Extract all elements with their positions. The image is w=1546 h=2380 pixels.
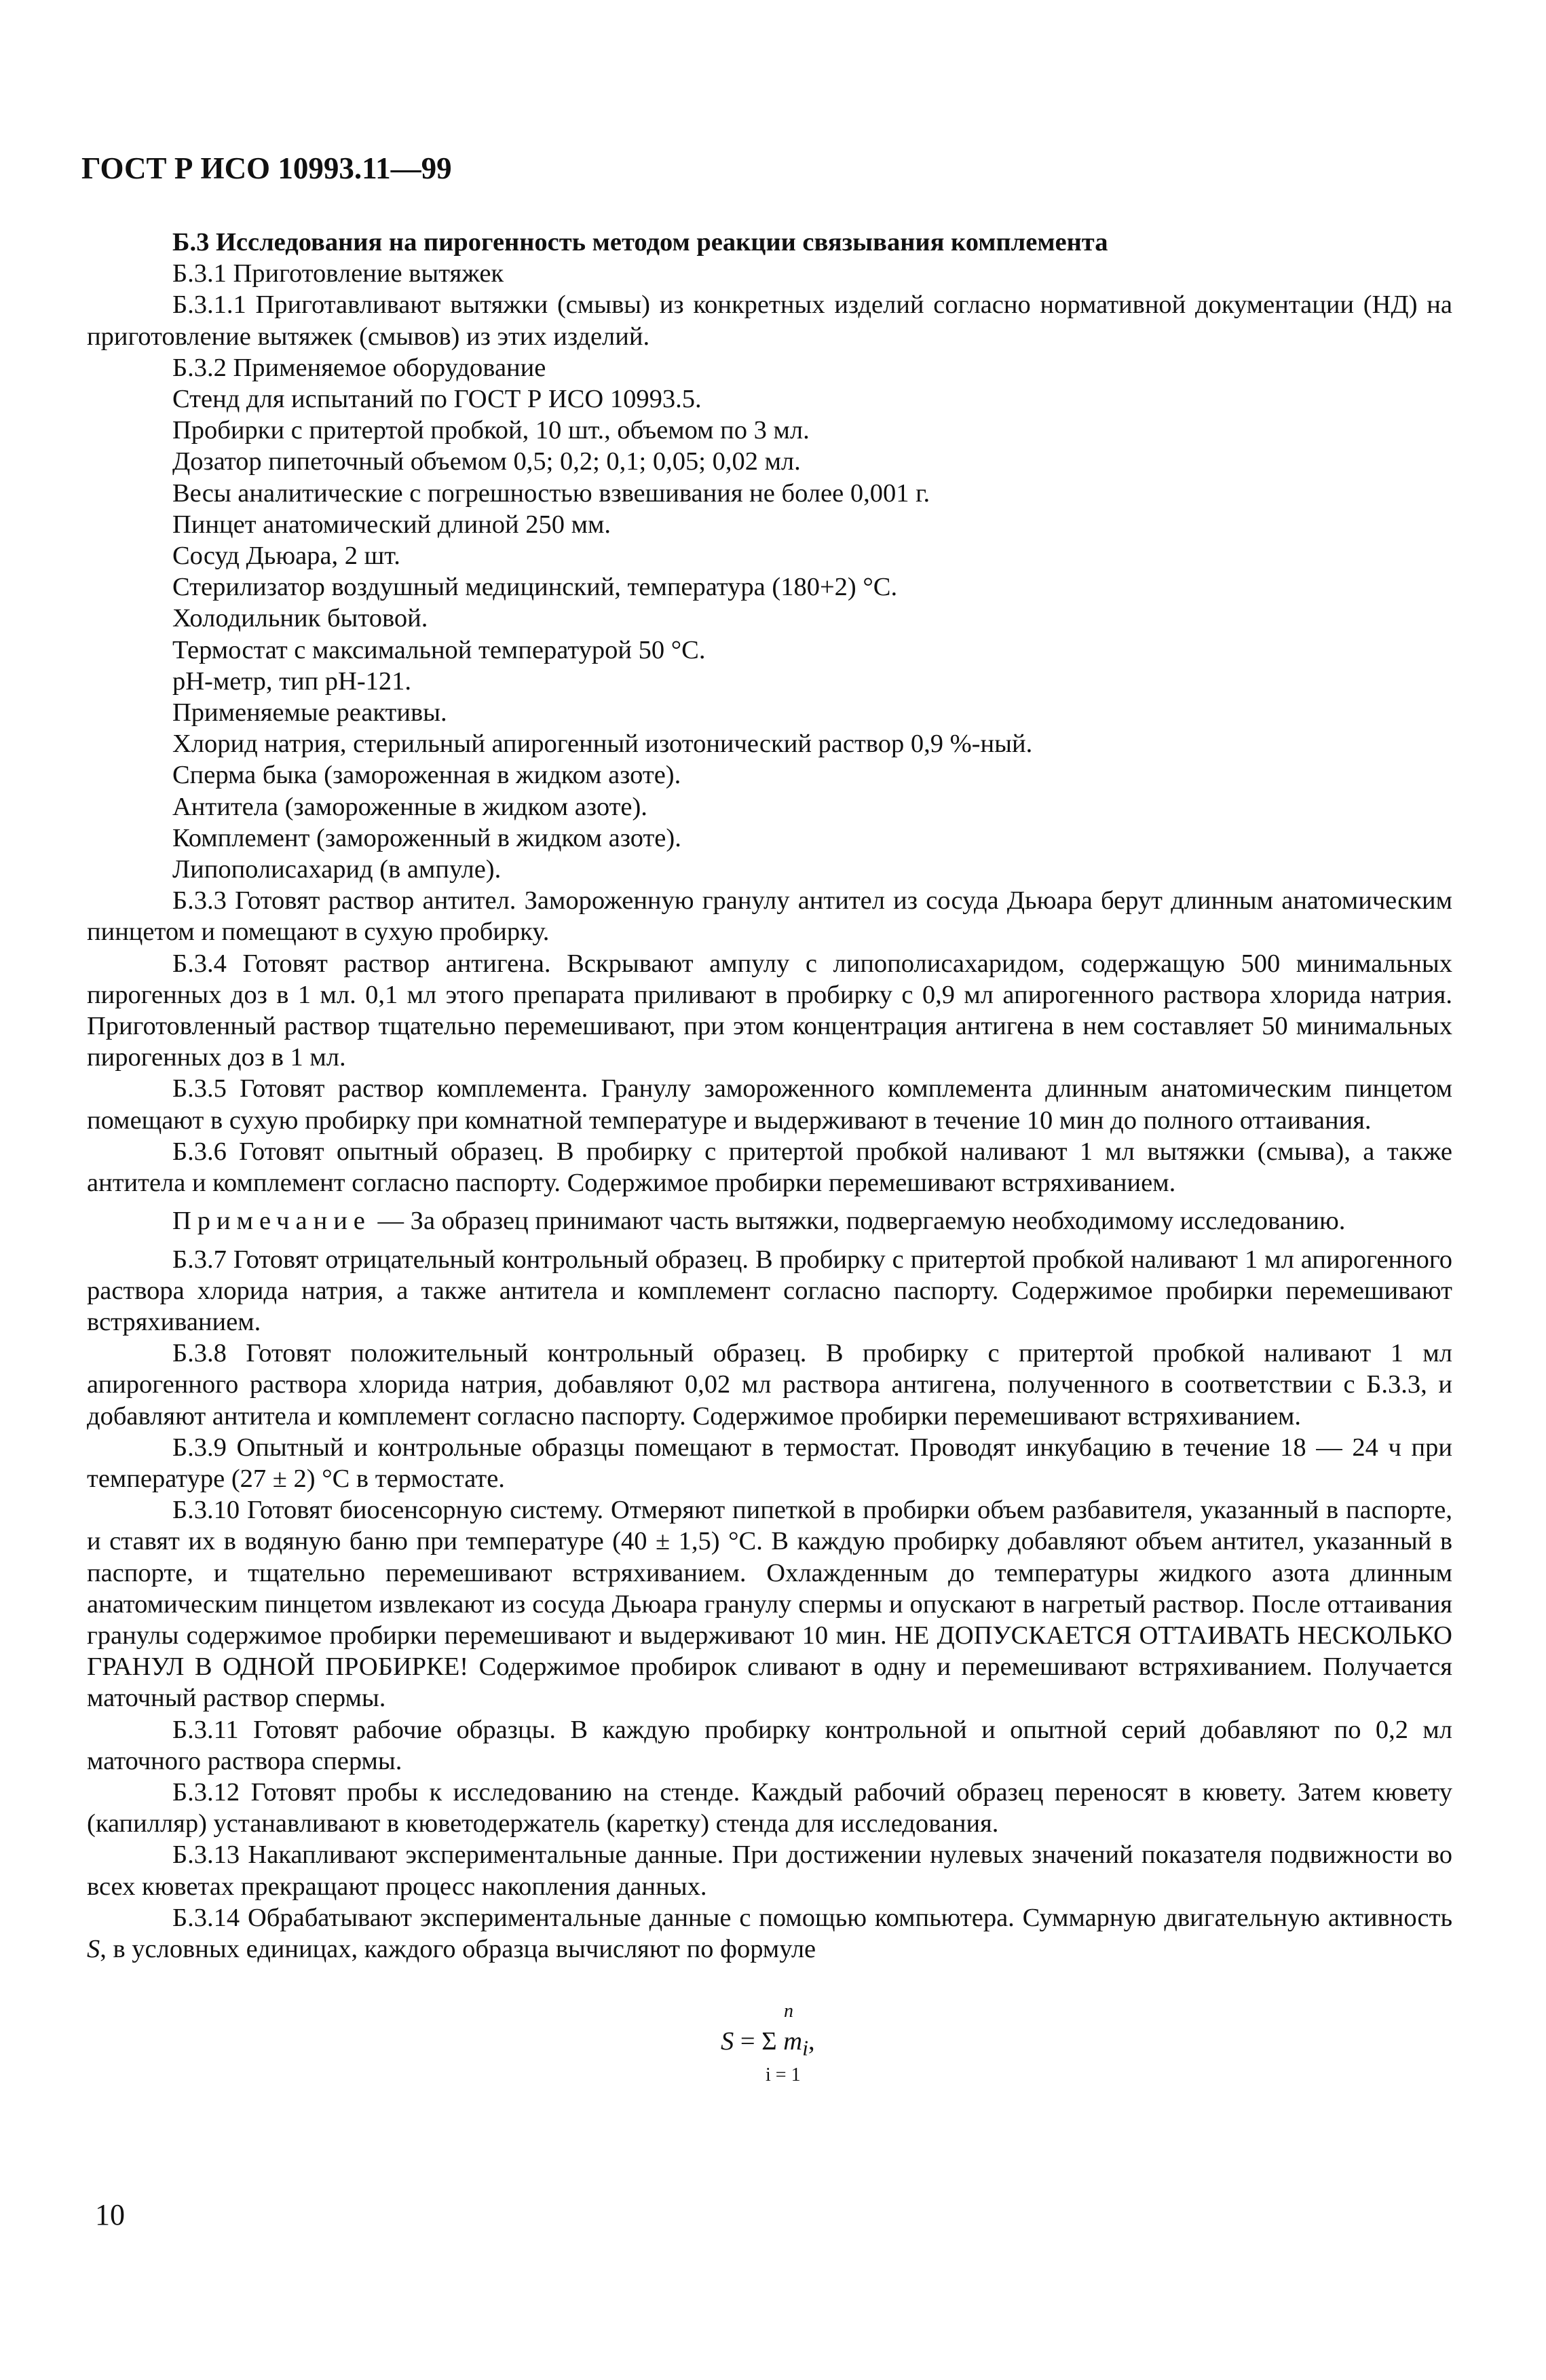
- paragraph-lead: Б.3.14 Обрабатывают экспериментальные данные с помощью компьютера. Суммарную двигательную активность: [172, 1903, 1452, 1932]
- equipment-item: Сосуд Дьюара, 2 шт.: [172, 542, 400, 571]
- paragraph: Б.3.9 Опытный и контрольные образцы помещают в термостат. Проводят инкубацию в течение 18 — 24 ч при температуре (27 ± 2) °С в термостате.: [87, 1433, 1452, 1493]
- paragraph: [87, 1902, 1452, 1965]
- equipment-item: Холодильник бытовой.: [172, 604, 428, 633]
- paragraph: Б.3.11 Готовят рабочие образцы. В каждую пробирку контрольной и опытной серий добавляют по 0,2 мл маточного раствора спермы.: [87, 1715, 1452, 1775]
- standard-header: ГОСТ Р ИСО 10993.11—99: [81, 151, 452, 185]
- note-label: Примечание: [172, 1207, 371, 1236]
- paragraph: Б.3.10 Готовят биосенсорную систему. Отмеряют пипеткой в пробирки объем разбавителя, указанный в паспорте, и ставят их в водяную баню при температуре (40 ± 1,5) °С. В каждую пробирку добавляют объем антител, указанный в паспорте, и тщательно перемешивают встряхиванием. Охлажденным до температуры жидкого азота длинным анатомическим пинцетом извлекают из сосуда Дьюара гранулу спермы и опускают в нагретый раствор. После оттаивания гранулы содержимое пробирки перемешивают и выдерживают 10 мин. НЕ ДОПУСКАЕТСЯ ОТТАИВАТЬ НЕСКОЛЬКО ГРАНУЛ В ОДНОЙ ПРОБИРКЕ! Содержимое пробирок сливают в одну и перемешивают встряхиванием. Получается маточный раствор спермы.: [87, 1496, 1452, 1713]
- formula-main: [721, 2026, 815, 2061]
- paragraph: Б.3.1.1 Приготавливают вытяжки (смывы) из конкретных изделий согласно нормативной документации (НД) на приготовление вытяжек (смывов) из этих изделий.: [87, 290, 1452, 351]
- sum-formula: [721, 2001, 843, 2096]
- reagent-item: Хлорид натрия, стерильный апирогенный изотонический раствор 0,9 %-ный.: [172, 730, 1033, 759]
- section-title: Б.3 Исследования на пирогенность методом реакции связывания комплемента: [172, 228, 1108, 257]
- formula-comma: ,: [808, 2027, 815, 2056]
- reagent-item: Комплемент (замороженный в жидком азоте).: [172, 823, 681, 852]
- paragraph: Б.3.4 Готовят раствор антигена. Вскрывают ампулу с липополисахаридом, содержащую 500 минимальных пирогенных доз в 1 мл. 0,1 мл этого препарата приливают в пробирку с 0,9 мл апирогенного раствора хлорида натрия. Приготовленный раствор тщательно перемешивают, при этом концентрация антигена в нем составляет 50 минимальных пирогенных доз в 1 мл.: [87, 949, 1452, 1072]
- paragraph: Б.3.8 Готовят положительный контрольный образец. В пробирку с притертой пробкой наливают 1 мл апирогенного раствора хлорида натрия, добавляют 0,02 мл раствора антигена, полученного в соответствии с Б.3.3, и добавляют антитела и комплемент согласно паспорту. Содержимое пробирки перемешивают встряхиванием.: [87, 1339, 1452, 1431]
- equipment-item: Пробирки с притертой пробкой, 10 шт., объемом по 3 мл.: [172, 416, 810, 445]
- equipment-item: Пинцет анатомический длиной 250 мм.: [172, 510, 611, 539]
- formula-sum: = Σ: [734, 2027, 784, 2056]
- equipment-item: Термостат с максимальной температурой 50 °С.: [172, 635, 706, 664]
- paragraph-tail: , в условных единицах, каждого образца вычисляют по формуле: [100, 1934, 816, 1963]
- reagent-item: Сперма быка (замороженная в жидком азоте).: [172, 761, 681, 790]
- formula-term: m: [783, 2027, 803, 2056]
- formula-term-index: i: [802, 2035, 808, 2060]
- reagent-item: Антитела (замороженные в жидком азоте).: [172, 792, 647, 821]
- note: [87, 1205, 1452, 1236]
- equipment-item: Стерилизатор воздушный медицинский, температура (180+2) °С.: [172, 573, 898, 602]
- equipment-item: pH-метр, тип pH-121.: [172, 666, 412, 696]
- paragraph: Б.3.6 Готовят опытный образец. В пробирку с притертой пробкой наливают 1 мл вытяжки (смыва), а также антитела и комплемент согласно паспорту. Содержимое пробирки перемешивают встряхиванием.: [87, 1137, 1452, 1198]
- paragraph: Б.3.13 Накапливают экспериментальные данные. При достижении нулевых значений показателя подвижности во всех кюветах прекращают процесс накопления данных.: [87, 1840, 1452, 1901]
- paragraph: Б.3.1 Приготовление вытяжек: [172, 259, 504, 288]
- paragraph: Б.3.2 Применяемое оборудование: [172, 353, 546, 382]
- formula-lower-limit: i = 1: [766, 2064, 801, 2085]
- formula-lhs: S: [721, 2027, 734, 2056]
- paragraph: Б.3.12 Готовят пробы к исследованию на стенде. Каждый рабочий образец переносят в кювету. Затем кювету (капилляр) устанавливают в кюветодержатель (каретку) стенда для исследования.: [87, 1777, 1452, 1838]
- paragraph: Б.3.3 Готовят раствор антител. Замороженную гранулу антител из сосуда Дьюара берут длинным анатомическим пинцетом и помещают в сухую пробирку.: [87, 886, 1452, 947]
- equipment-item: Стенд для испытаний по ГОСТ Р ИСО 10993.5.: [172, 385, 702, 414]
- equipment-item: Весы аналитические с погрешностью взвешивания не более 0,001 г.: [172, 478, 930, 508]
- formula-upper-limit: n: [784, 2001, 793, 2022]
- page-number: 10: [95, 2198, 125, 2231]
- equipment-item: Дозатор пипеточный объемом 0,5; 0,2; 0,1; 0,05; 0,02 мл.: [172, 447, 801, 476]
- variable-s: S: [87, 1934, 100, 1963]
- reagent-item: Липополисахарид (в ампуле).: [172, 855, 502, 884]
- paragraph: Б.3.7 Готовят отрицательный контрольный образец. В пробирку с притертой пробкой наливают 1 мл апирогенного раствора хлорида натрия, а также антитела и комплемент согласно паспорту. Содержимое пробирки перемешивают встряхиванием.: [87, 1245, 1452, 1336]
- note-text: — За образец принимают часть вытяжки, подвергаемую необходимому исследованию.: [371, 1207, 1346, 1236]
- paragraph: Б.3.5 Готовят раствор комплемента. Гранулу замороженного комплемента длинным анатомическим пинцетом помещают в сухую пробирку при комнатной температуре и выдерживают в течение 10 мин до полного оттаивания.: [87, 1074, 1452, 1135]
- document-body: [87, 227, 1452, 1965]
- reagents-heading: Применяемые реактивы.: [172, 698, 447, 728]
